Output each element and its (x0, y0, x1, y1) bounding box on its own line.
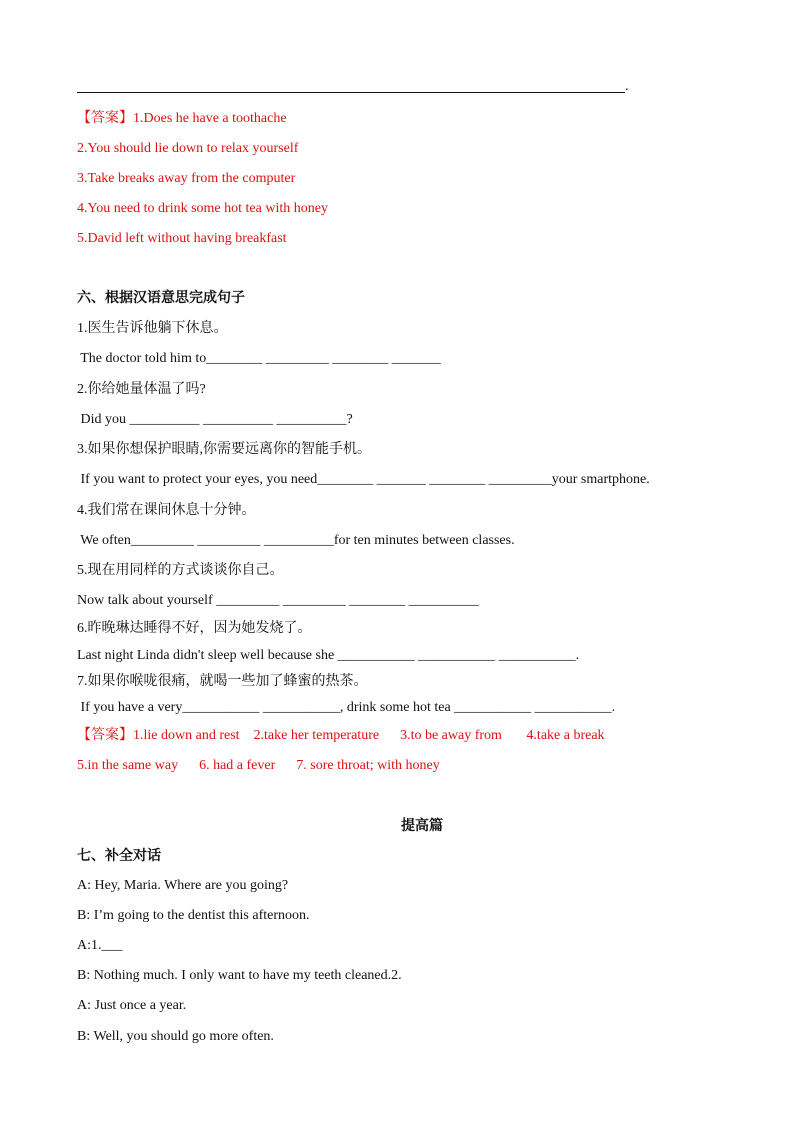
q2-english: Did you __________ __________ __________? (77, 412, 353, 427)
q7-english: If you have a very___________ ___________, drink some hot tea ___________ ___________. (77, 700, 616, 715)
q1-english: The doctor told him to________ _________ ________ _______ (77, 351, 441, 366)
dialogue-line-5: A: Just once a year. (77, 998, 187, 1013)
q7-chinese: 7.如果你喉咙很痛，就喝一些加了蜂蜜的热茶。 (77, 674, 368, 689)
answer-key-4: 4.You need to drink some hot tea with honey (77, 201, 328, 216)
q6-chinese: 6.昨晚琳达睡得不好，因为她发烧了。 (77, 621, 312, 636)
dialogue-line-3: A:1.___ (77, 938, 123, 953)
answer-key-1: 【答案】1.Does he have a toothache (77, 111, 287, 126)
answer-line-period: . (625, 79, 629, 94)
dialogue-line-4: B: Nothing much. I only want to have my teeth cleaned.2. (77, 968, 402, 983)
advanced-section-title: 提高篇 (401, 819, 443, 834)
q3-chinese: 3.如果你想保护眼睛,你需要远离你的智能手机。 (77, 442, 371, 457)
answer-key-section6-line1: 【答案】1.lie down and rest 2.take her temperature 3.to be away from 4.take a break (77, 728, 605, 743)
answer-blank-line (77, 92, 625, 93)
q2-chinese: 2.你给她量体温了吗? (77, 382, 206, 397)
section7-heading: 七、补全对话 (77, 849, 161, 864)
dialogue-line-2: B: I’m going to the dentist this afternoon. (77, 908, 310, 923)
answer-key-section6-line2: 5.in the same way 6. had a fever 7. sore throat; with honey (77, 758, 440, 773)
dialogue-line-1: A: Hey, Maria. Where are you going? (77, 878, 289, 893)
q4-english: We often_________ _________ __________for ten minutes between classes. (77, 533, 515, 548)
q3-english: If you want to protect your eyes, you need________ _______ ________ _________your smartphone. (77, 472, 650, 487)
answer-key-5: 5.David left without having breakfast (77, 231, 287, 246)
q4-chinese: 4.我们常在课间休息十分钟。 (77, 503, 256, 518)
q1-chinese: 1.医生告诉他躺下休息。 (77, 321, 228, 336)
q5-english: Now talk about yourself _________ _________ ________ __________ (77, 593, 479, 608)
section6-heading: 六、根据汉语意思完成句子 (77, 291, 245, 306)
q6-english: Last night Linda didn't sleep well because she ___________ ___________ ___________. (77, 648, 580, 663)
dialogue-line-6: B: Well, you should go more often. (77, 1029, 274, 1044)
answer-key-2: 2.You should lie down to relax yourself (77, 141, 299, 156)
q5-chinese: 5.现在用同样的方式谈谈你自己。 (77, 563, 284, 578)
answer-key-3: 3.Take breaks away from the computer (77, 171, 296, 186)
